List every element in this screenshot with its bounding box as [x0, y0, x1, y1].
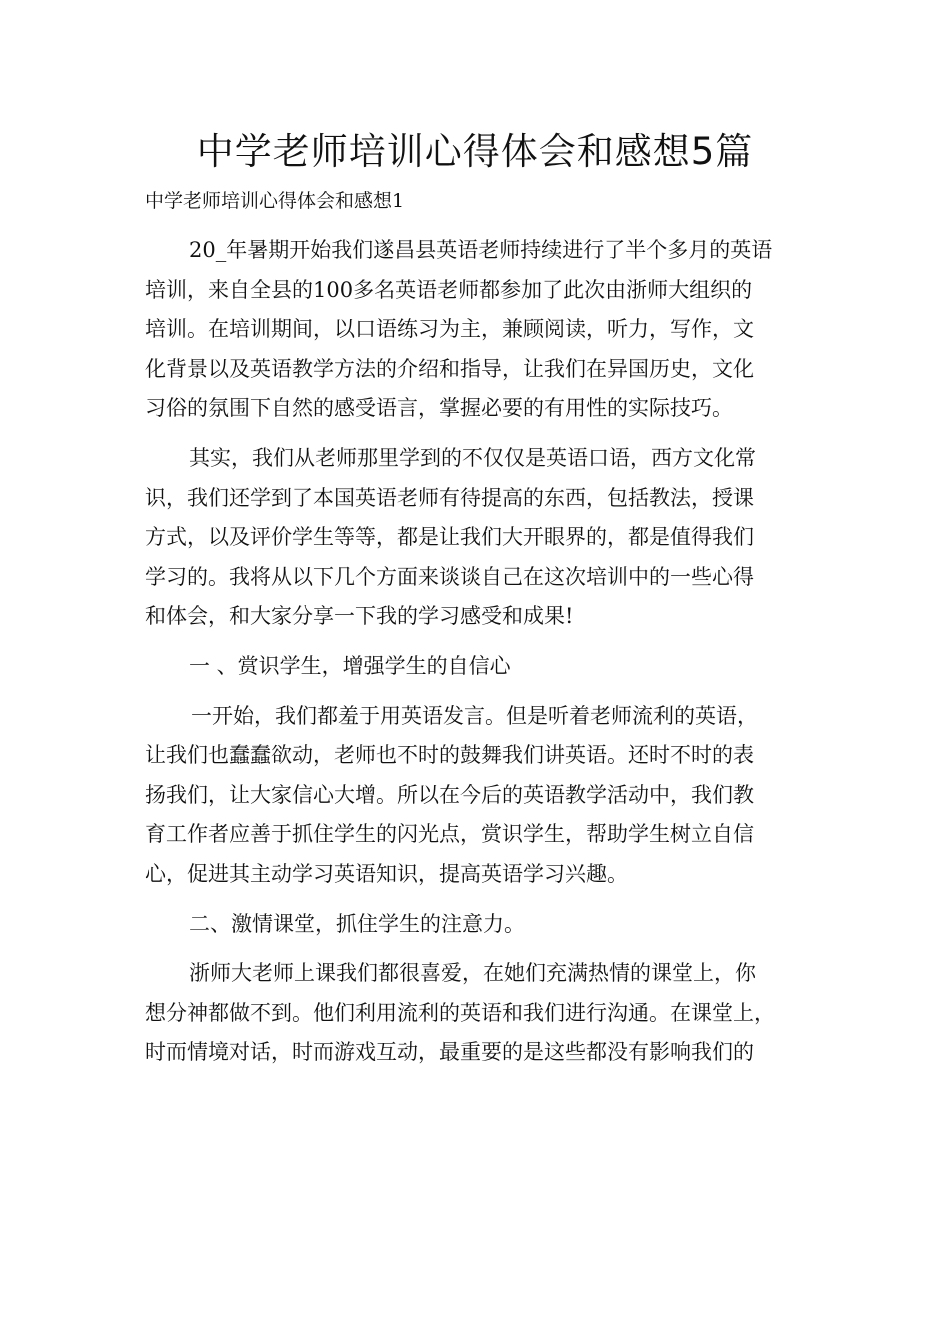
text-line: 培训，来自全县的100多名英语老师都参加了此次由浙师大组织的: [145, 277, 753, 302]
text-line: 20_年暑期开始我们遂昌县英语老师持续进行了半个多月的英语: [189, 238, 773, 262]
text-line: 化背景以及英语教学方法的介绍和指导，让我们在异国历史，文化: [145, 356, 754, 381]
paragraph: [145, 439, 825, 637]
text-line: 其实，我们从老师那里学到的不仅仅是英语口语，西方文化常: [189, 445, 756, 470]
heading-line: 一 、赏识学生，增强学生的自信心: [189, 653, 511, 678]
document-title: 中学老师培训心得体会和感想5篇: [196, 130, 754, 173]
heading-line: 二、激情课堂，抓住学生的注意力。: [189, 911, 525, 936]
text-line: 识，我们还学到了本国英语老师有待提高的东西，包括教法，授课: [145, 485, 754, 510]
paragraph: [145, 231, 825, 429]
text-line: 育工作者应善于抓住学生的闪光点，赏识学生，帮助学生树立自信: [145, 822, 754, 847]
paragraph: [145, 697, 825, 895]
text-line: 扬我们，让大家信心大增。所以在今后的英语教学活动中，我们教: [145, 782, 754, 807]
paragraph: [145, 954, 825, 1073]
text-line: 学习的。我将从以下几个方面来谈谈自己在这次培训中的一些心得: [145, 564, 754, 589]
text-line: 和体会，和大家分享一下我的学习感受和成果!: [145, 604, 574, 629]
text-line: 浙师大老师上课我们都很喜爱，在她们充满热情的课堂上，你: [189, 961, 756, 986]
text-line: 培训。在培训期间，以口语练习为主，兼顾阅读，听力，写作，文: [145, 317, 754, 342]
section-heading: [145, 647, 825, 687]
text-line: 心，促进其主动学习英语知识，提高英语学习兴趣。: [145, 861, 628, 886]
text-line: 时而情境对话，时而游戏互动，最重要的是这些都没有影响我们的: [145, 1040, 754, 1065]
document-body: [145, 231, 825, 1073]
text-line: 让我们也蠢蠢欲动，老师也不时的鼓舞我们讲英语。还时不时的表: [145, 743, 754, 768]
text-line: 方式，以及评价学生等等，都是让我们大开眼界的，都是值得我们: [145, 525, 754, 550]
document-subtitle: 中学老师培训心得体会和感想1: [145, 190, 405, 212]
section-heading: [145, 905, 825, 945]
text-line: 一开始，我们都羞于用英语发言。但是听着老师流利的英语，: [191, 703, 758, 728]
text-line: 想分神都做不到。他们利用流利的英语和我们进行沟通。在课堂上，: [145, 1000, 775, 1025]
text-line: 习俗的氛围下自然的感受语言，掌握必要的有用性的实际技巧。: [145, 396, 733, 421]
